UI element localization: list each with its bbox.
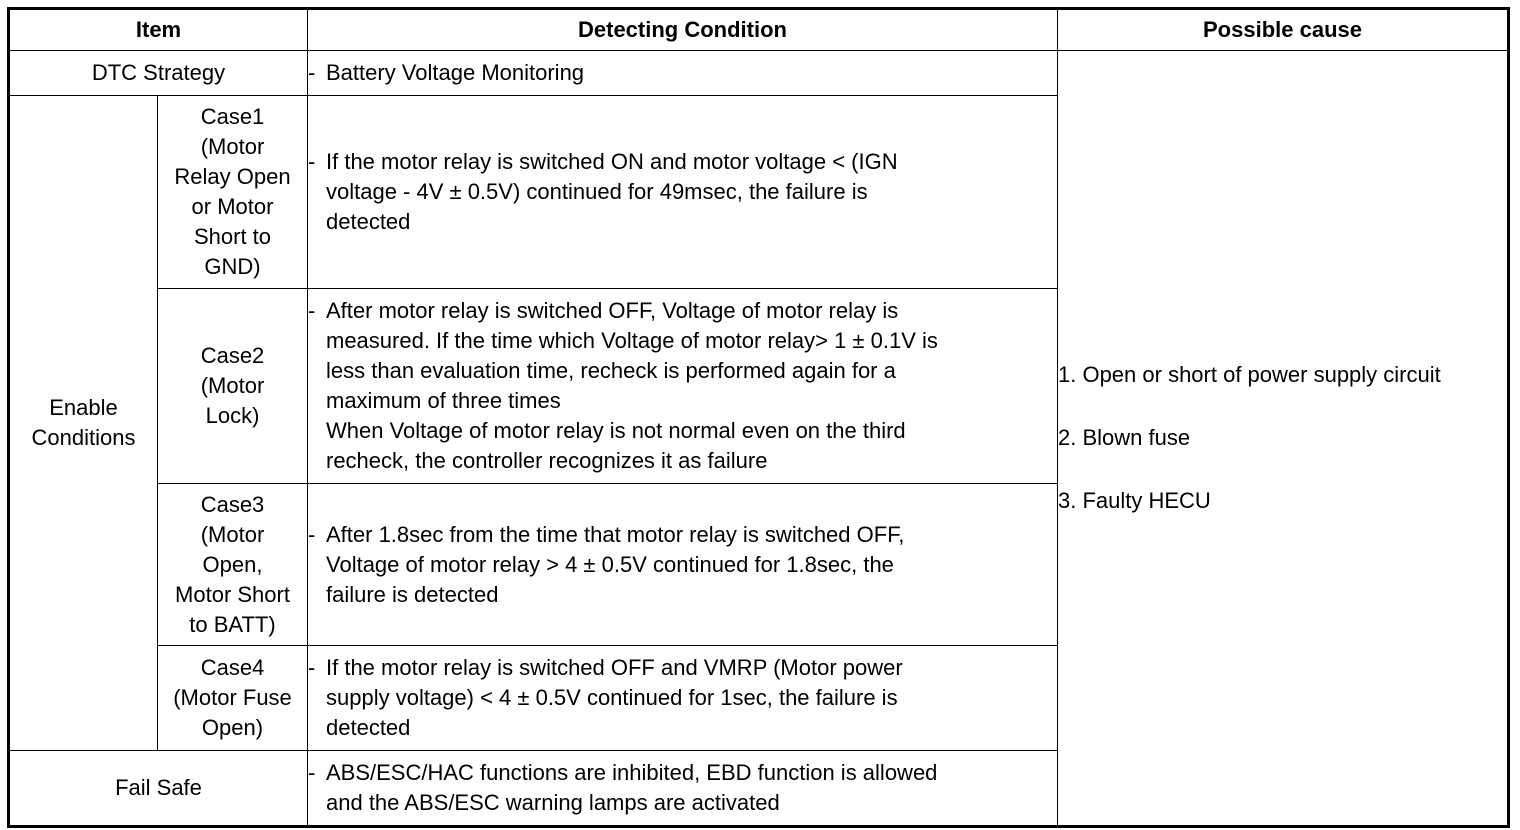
case-label-line: Short to — [193, 224, 272, 249]
fail-safe-condition — [308, 751, 1058, 827]
enable-conditions-label-line: Conditions — [31, 425, 136, 450]
bullet-dash: - — [308, 655, 316, 680]
header-item: Item — [9, 9, 308, 51]
condition-line: After 1.8sec from the time that motor relay is switched OFF, — [326, 521, 905, 547]
fail-safe-label: Fail Safe — [9, 751, 308, 827]
case3-label — [158, 484, 308, 646]
condition-line: and the ABS/ESC warning lamps are activated — [326, 790, 780, 815]
condition-line: recheck, the controller recognizes it as failure — [326, 448, 768, 473]
possible-cause-item: 2. Blown fuse — [1058, 425, 1191, 450]
case4-condition — [308, 646, 1058, 751]
case-label-line: (Motor — [200, 521, 265, 547]
case-label-line: Case1 — [200, 104, 265, 129]
case-label-line: Open) — [201, 715, 264, 740]
possible-cause-cell — [1058, 51, 1509, 827]
enable-conditions-label-line: Enable — [49, 395, 118, 420]
condition-line: If the motor relay is switched OFF and VMRP (Motor power — [326, 655, 903, 680]
condition-line: ABS/ESC/HAC functions are inhibited, EBD function is allowed — [326, 760, 938, 785]
condition-text: Battery Voltage Monitoring — [326, 60, 585, 85]
dtc-strategy-condition — [308, 51, 1058, 96]
condition-line: When Voltage of motor relay is not normal even on the third — [326, 418, 906, 443]
bullet-dash: - — [308, 298, 316, 323]
case-label-line: Case3 — [200, 491, 265, 517]
case-label-line: GND) — [204, 254, 261, 279]
bullet-dash: - — [308, 760, 316, 785]
condition-line: Voltage of motor relay > 4 ± 0.5V continued for 1.8sec, the — [326, 551, 894, 577]
dtc-strategy-label: DTC Strategy — [9, 51, 308, 96]
condition-line: detected — [326, 715, 411, 740]
case2-label — [158, 289, 308, 484]
case-label-line: (Motor Fuse — [173, 685, 292, 710]
bullet-dash: - — [308, 149, 316, 174]
case-label-line: Lock) — [205, 403, 260, 428]
condition-line: voltage - 4V ± 0.5V) continued for 49msec, the failure is — [326, 179, 868, 204]
condition-line: detected — [326, 209, 411, 234]
condition-line: less than evaluation time, recheck is performed again for a — [326, 358, 896, 383]
header-possible-cause: Possible cause — [1058, 9, 1509, 51]
case-label-line: (Motor — [200, 373, 265, 398]
case-label-line: to BATT) — [189, 611, 276, 637]
case-label-line: Motor Short — [175, 581, 290, 607]
condition-line: If the motor relay is switched ON and motor voltage < (IGN — [326, 149, 898, 174]
case-label-line: Open, — [202, 551, 263, 577]
case-label-line: Case4 — [200, 655, 265, 680]
dtc-strategy-row — [9, 51, 1509, 96]
case-label-line: Relay Open — [174, 164, 291, 189]
dtc-table — [7, 7, 1510, 828]
condition-line: After motor relay is switched OFF, Voltage of motor relay is — [326, 298, 899, 323]
case-label-line: (Motor — [200, 134, 265, 159]
header-detecting-condition: Detecting Condition — [308, 9, 1058, 51]
header-row — [9, 9, 1509, 51]
case-label-line: or Motor — [191, 194, 274, 219]
case1-label — [158, 96, 308, 289]
condition-line: failure is detected — [326, 581, 499, 607]
case4-label — [158, 646, 308, 751]
bullet-dash: - — [308, 521, 316, 547]
possible-cause-item: 1. Open or short of power supply circuit — [1058, 362, 1441, 387]
case-label-line: Case2 — [200, 343, 265, 368]
condition-line: maximum of three times — [326, 388, 561, 413]
case3-condition — [308, 484, 1058, 646]
bullet-dash: - — [308, 60, 316, 85]
case2-condition — [308, 289, 1058, 484]
condition-line: measured. If the time which Voltage of motor relay> 1 ± 0.1V is — [326, 328, 938, 353]
enable-conditions-label — [9, 96, 158, 751]
possible-cause-item: 3. Faulty HECU — [1058, 488, 1211, 513]
case1-condition — [308, 96, 1058, 289]
condition-line: supply voltage) < 4 ± 0.5V continued for 1sec, the failure is — [326, 685, 898, 710]
